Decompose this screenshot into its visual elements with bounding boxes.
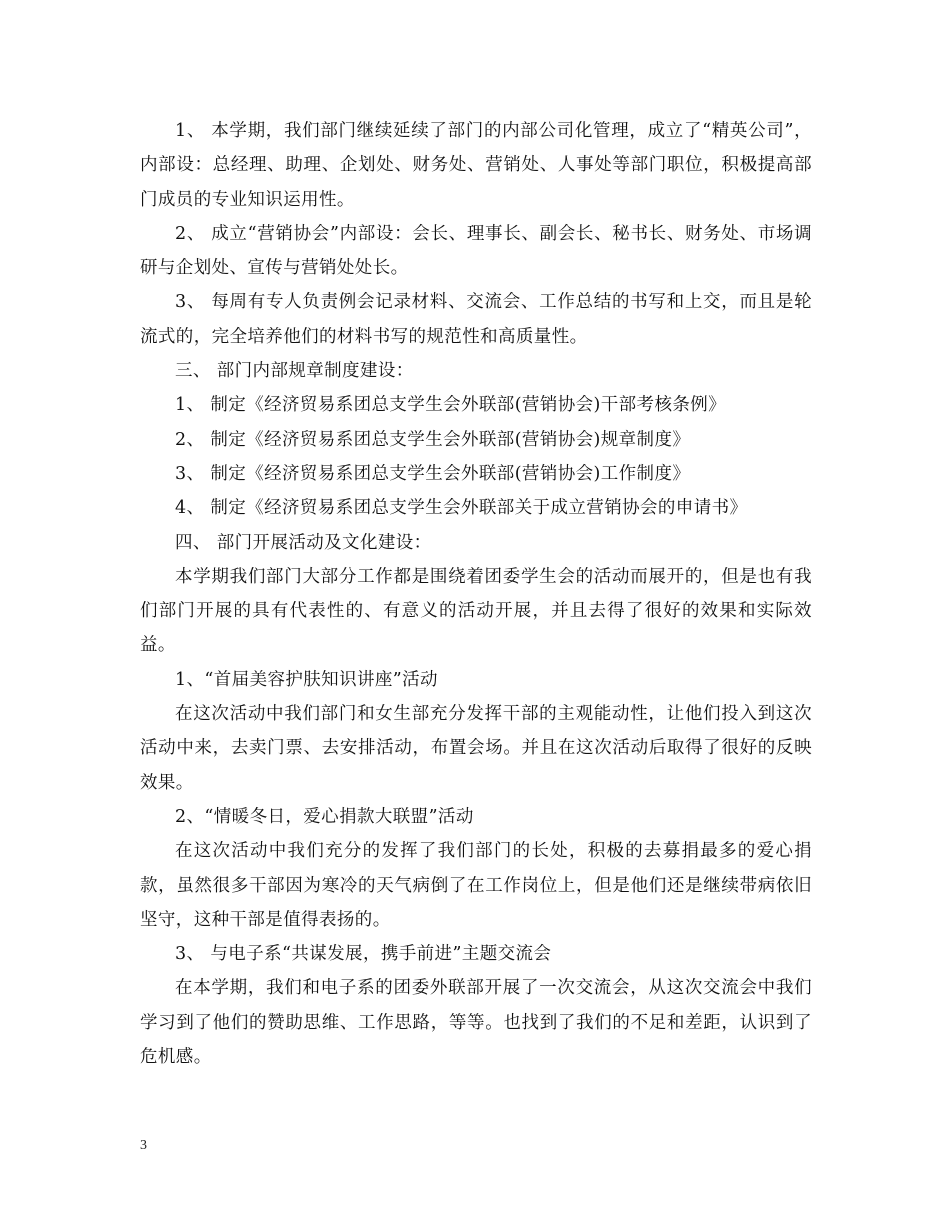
rules-item-4: 4、 制定《经济贸易系团总支学生会外联部关于成立营销协会的申请书》: [175, 498, 748, 519]
section-heading-rules: 三、 部门内部规章制度建设：: [175, 361, 414, 382]
activity-body-exchange-meeting: 在本学期，我们和电子系的团委外联部开展了一次交流会，从这次交流会中我们学习到了他们的赞助思维、工作思路，等等。也找到了我们的不足和差距，认识到了危机感。: [140, 978, 812, 1068]
document-body: [140, 114, 812, 1074]
paragraph-item-2-marketing-association: 2、 成立“营销协会”内部设：会长、理事长、副会长、秘书长、财务处、市场调研与企划处、宣传与营销处处长。: [140, 223, 812, 279]
page-number: 3: [140, 1138, 147, 1153]
rules-item-3: 3、 制定《经济贸易系团总支学生会外联部(营销协会)工作制度》: [175, 463, 691, 484]
activity-body-beauty-lecture: 在这次活动中我们部门和女生部充分发挥干部的主观能动性，让他们投入到这次活动中来，去卖门票、去安排活动，布置会场。并且在这次活动后取得了很好的反映效果。: [140, 704, 812, 793]
activity-title-exchange-meeting: 3、 与电子系“共谋发展，携手前进”主题交流会: [175, 944, 552, 965]
paragraph-item-3-meeting-records: 3、 每周有专人负责例会记录材料、交流会、工作总结的书写和上交，而且是轮流式的，完全培养他们的材料书写的规范性和高质量性。: [140, 292, 812, 347]
activity-title-beauty-lecture: 1、“首届美容护肤知识讲座”活动: [175, 669, 438, 690]
activity-body-charity-donation: 在这次活动中我们充分的发挥了我们部门的长处，积极的去募捐最多的爱心捐款，虽然很多干部因为寒冷的天气病倒了在工作岗位上，但是他们还是继续带病依旧坚守，这种干部是值得表扬的。: [140, 841, 812, 930]
section-heading-activities: 四、 部门开展活动及文化建设：: [175, 532, 432, 553]
rules-item-2: 2、 制定《经济贸易系团总支学生会外联部(营销协会)规章制度》: [175, 429, 691, 450]
paragraph-item-1-elite-company: 1、 本学期，我们部门继续延续了部门的内部公司化管理，成立了“精英公司”，内部设：总经理、助理、企划处、财务处、营销处、人事处等部门职位，积极提高部门成员的专业知识运用性。: [140, 121, 812, 210]
activity-title-charity-donation: 2、“情暖冬日，爱心捐款大联盟”活动: [175, 806, 474, 827]
activities-intro-paragraph: 本学期我们部门大部分工作都是围绕着团委学生会的活动而展开的，但是也有我们部门开展的具有代表性的、有意义的活动开展，并且去得了很好的效果和实际效益。: [140, 566, 812, 656]
rules-item-1: 1、 制定《经济贸易系团总支学生会外联部(营销协会)干部考核条例》: [175, 395, 727, 416]
